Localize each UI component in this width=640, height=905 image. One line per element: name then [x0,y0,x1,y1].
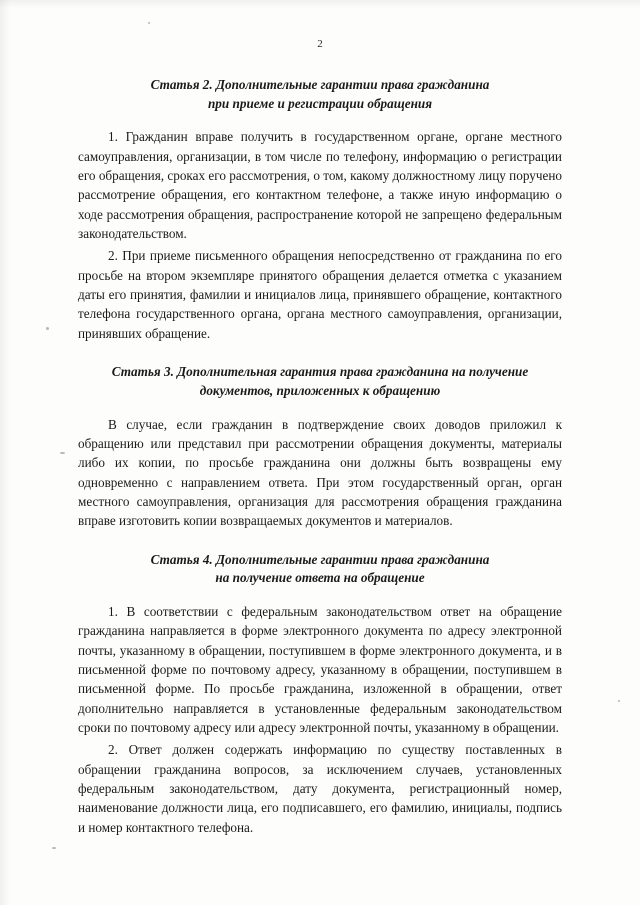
article-3-paragraph-1: В случае, если гражданин в подтверждение своих доводов приложил к обращению или представил при рассмотрении обращения документы, материалы либо их копии, по просьбе гражданина они должны быть возвращены ему одновременно с направлением ответа. При этом государственный орган, орган местного самоуправления, организация для рассмотрения обращения гражданина вправе изготовить копии возвращаемых документов и материалов. [78,416,562,529]
article-2-paragraph-1: 1. Гражданин вправе получить в государственном органе, органе местного самоуправления, организации, в том числе по телефону, информацию о регистрации его обращения, сроках его рассмотрения, о том, какому должностному лицу поручено рассмотрение обращения, его контактном телефоне, а также иную информацию о ходе рассмотрения обращения, распространение которой не запрещено федеральным законодательством. [78,129,562,242]
article-3-heading-line-1: Статья 3. Дополнительная гарантия права гражданина на получение [111,364,529,380]
article-4-paragraph-2: 2. Ответ должен содержать информацию по существу поставленных в обращении гражданина вопросов, за исключением случаев, установленных федеральным законодательством, дату документа, регистрационный номер, наименование должности лица, его подписавшего, его фамилию, инициалы, подпись и номер контактного телефона. [78,742,562,835]
article-3-heading-line-2: документов, приложенных к обращению [199,382,441,398]
scan-speck [46,327,49,330]
scan-speck [60,452,65,454]
article-2-heading-line-1: Статья 2. Дополнительные гарантии права гражданина [150,77,490,92]
scan-speck [52,847,56,849]
section-article-4 [78,551,562,837]
page-number: 2 [317,38,323,50]
article-4-paragraph-1: 1. В соответствии с федеральным законодательством ответ на обращение гражданина направляется в форме электронного документа по адресу электронной почты, указанному в обращении, поступившем в форме электронного документа, и в письменной форме по почтовому адресу, указанному в обращении, поступившем в письменной форме. По просьбе гражданина, изложенной в обращении, ответ дополнительно направляется в установленные федеральным законодательством сроки по почтовому адресу или адресу электронной почты, указанному в обращении. [78,603,562,735]
document-body [78,70,562,837]
section-article-2 [78,76,562,343]
page-edge-shading-left [0,0,10,905]
article-4-heading-line-2: на получение ответа на обращение [215,570,425,586]
scan-speck [618,700,620,702]
scan-speck [148,22,150,24]
article-2-paragraph-2: 2. При приеме письменного обращения непосредственно от гражданина по его просьбе на втором экземпляре принятого обращения делается отметка с указанием даты его принятия, фамилии и инициалов лица, принявшего обращение, контактного телефона государственного органа, органа местного самоуправления, организации, принявших обращение. [78,248,562,341]
section-article-3 [78,363,562,530]
page-edge-shading-top [0,0,640,8]
article-4-heading-line-1: Статья 4. Дополнительные гарантии права гражданина [150,551,490,567]
article-2-heading-line-2: при приеме и регистрации обращения [207,95,433,111]
